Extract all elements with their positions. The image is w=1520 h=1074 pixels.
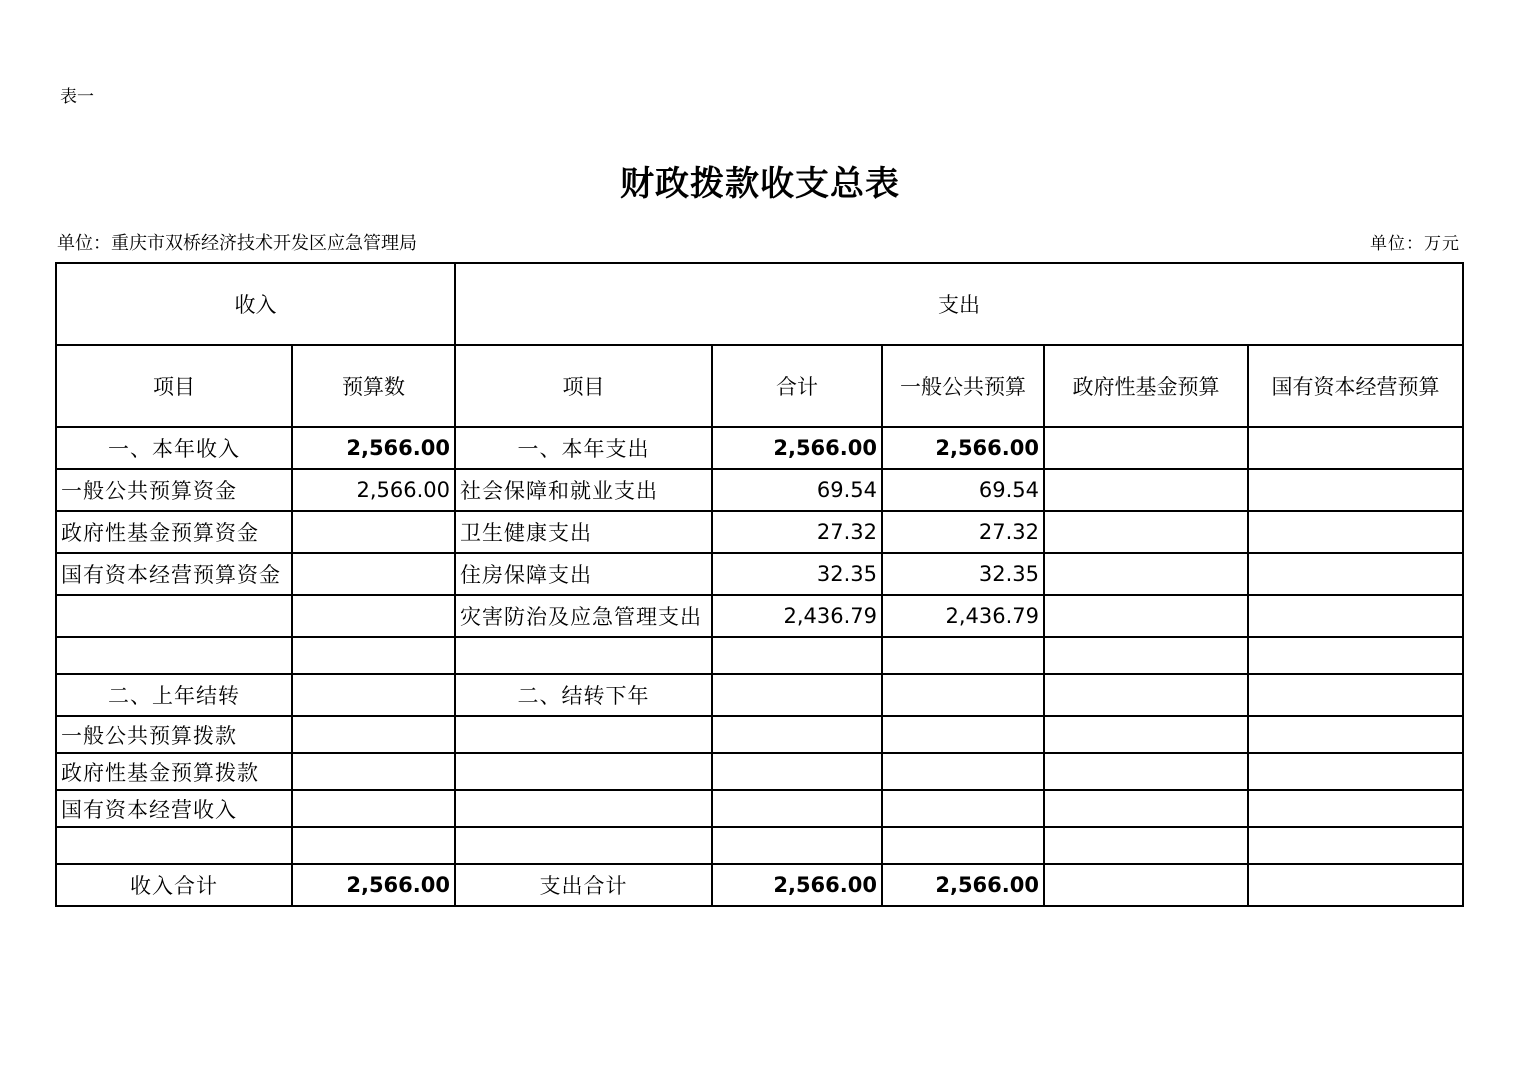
total-cell: 32.35: [712, 553, 882, 595]
header-state-capital-budget: 国有资本经营预算: [1248, 345, 1463, 427]
header-gov-fund-budget: 政府性基金预算: [1044, 345, 1248, 427]
header-row-2: [56, 345, 1463, 427]
general-budget-cell: 69.54: [882, 469, 1044, 511]
table-row: [56, 753, 1463, 790]
table-row: [56, 790, 1463, 827]
gov-fund-cell: [1044, 427, 1248, 469]
income-item-cell: 一、本年收入: [56, 427, 292, 469]
state-capital-cell: [1248, 674, 1463, 716]
page-title: 财政拨款收支总表: [620, 164, 900, 204]
general-budget-cell: [882, 790, 1044, 827]
expense-item-cell: [455, 716, 712, 753]
document-label: 表一: [60, 87, 94, 107]
total-cell: 2,566.00: [712, 427, 882, 469]
state-capital-cell: [1248, 553, 1463, 595]
general-budget-cell: 27.32: [882, 511, 1044, 553]
gov-fund-cell: [1044, 753, 1248, 790]
budget-table: [55, 262, 1464, 907]
total-cell: 69.54: [712, 469, 882, 511]
expense-item-cell: 二、结转下年: [455, 674, 712, 716]
header-row-1: [56, 263, 1463, 345]
total-cell: [712, 753, 882, 790]
income-value-cell: 2,566.00: [292, 469, 455, 511]
state-capital-cell: [1248, 427, 1463, 469]
income-total-label: 收入合计: [56, 864, 292, 906]
income-value-cell: [292, 790, 455, 827]
state-capital-cell: [1248, 595, 1463, 637]
general-budget-cell: 2,566.00: [882, 427, 1044, 469]
table-row: [56, 637, 1463, 674]
income-value-cell: [292, 827, 455, 864]
income-total-value: 2,566.00: [292, 864, 455, 906]
total-cell: 27.32: [712, 511, 882, 553]
header-income-budget: 预算数: [292, 345, 455, 427]
unit-organization: 单位：重庆市双桥经济技术开发区应急管理局: [57, 233, 417, 254]
income-value-cell: [292, 716, 455, 753]
header-expense-item: 项目: [455, 345, 712, 427]
unit-currency: 单位：万元: [1370, 234, 1460, 254]
expense-item-cell: 社会保障和就业支出: [455, 469, 712, 511]
expense-total-value: 2,566.00: [712, 864, 882, 906]
header-total: 合计: [712, 345, 882, 427]
income-value-cell: [292, 637, 455, 674]
general-budget-cell: [882, 674, 1044, 716]
income-value-cell: [292, 553, 455, 595]
expense-item-cell: [455, 753, 712, 790]
state-capital-cell: [1248, 511, 1463, 553]
expense-item-cell: 住房保障支出: [455, 553, 712, 595]
general-budget-total: 2,566.00: [882, 864, 1044, 906]
general-budget-cell: [882, 827, 1044, 864]
gov-fund-cell: [1044, 469, 1248, 511]
state-capital-cell: [1248, 790, 1463, 827]
general-budget-cell: 2,436.79: [882, 595, 1044, 637]
state-capital-cell: [1248, 753, 1463, 790]
table-row: [56, 674, 1463, 716]
income-item-cell: 政府性基金预算拨款: [56, 753, 292, 790]
table-row: [56, 511, 1463, 553]
gov-fund-cell: [1044, 674, 1248, 716]
state-capital-total: [1248, 864, 1463, 906]
income-value-cell: [292, 595, 455, 637]
total-cell: [712, 716, 882, 753]
totals-row: [56, 864, 1463, 906]
total-cell: [712, 674, 882, 716]
table-row: [56, 469, 1463, 511]
table-row: [56, 553, 1463, 595]
general-budget-cell: 32.35: [882, 553, 1044, 595]
income-item-cell: 二、上年结转: [56, 674, 292, 716]
header-income-item: 项目: [56, 345, 292, 427]
state-capital-cell: [1248, 469, 1463, 511]
income-item-cell: [56, 827, 292, 864]
state-capital-cell: [1248, 716, 1463, 753]
income-value-cell: [292, 753, 455, 790]
income-value-cell: [292, 511, 455, 553]
header-income: 收入: [56, 263, 455, 345]
header-expense: 支出: [455, 263, 1463, 345]
expense-item-cell: [455, 827, 712, 864]
income-item-cell: 一般公共预算拨款: [56, 716, 292, 753]
expense-total-label: 支出合计: [455, 864, 712, 906]
gov-fund-cell: [1044, 790, 1248, 827]
income-item-cell: 一般公共预算资金: [56, 469, 292, 511]
general-budget-cell: [882, 716, 1044, 753]
income-item-cell: [56, 595, 292, 637]
total-cell: [712, 827, 882, 864]
gov-fund-cell: [1044, 553, 1248, 595]
income-item-cell: [56, 637, 292, 674]
gov-fund-cell: [1044, 827, 1248, 864]
total-cell: [712, 790, 882, 827]
gov-fund-cell: [1044, 595, 1248, 637]
income-item-cell: 国有资本经营预算资金: [56, 553, 292, 595]
total-cell: 2,436.79: [712, 595, 882, 637]
expense-item-cell: 卫生健康支出: [455, 511, 712, 553]
gov-fund-cell: [1044, 511, 1248, 553]
table-row: [56, 427, 1463, 469]
state-capital-cell: [1248, 637, 1463, 674]
income-value-cell: 2,566.00: [292, 427, 455, 469]
income-value-cell: [292, 674, 455, 716]
header-general-budget: 一般公共预算: [882, 345, 1044, 427]
expense-item-cell: [455, 790, 712, 827]
table-row: [56, 827, 1463, 864]
table-row: [56, 716, 1463, 753]
general-budget-cell: [882, 637, 1044, 674]
expense-item-cell: 一、本年支出: [455, 427, 712, 469]
table-row: [56, 595, 1463, 637]
total-cell: [712, 637, 882, 674]
general-budget-cell: [882, 753, 1044, 790]
gov-fund-cell: [1044, 637, 1248, 674]
gov-fund-cell: [1044, 716, 1248, 753]
expense-item-cell: 灾害防治及应急管理支出: [455, 595, 712, 637]
income-item-cell: 政府性基金预算资金: [56, 511, 292, 553]
income-item-cell: 国有资本经营收入: [56, 790, 292, 827]
gov-fund-total: [1044, 864, 1248, 906]
expense-item-cell: [455, 637, 712, 674]
state-capital-cell: [1248, 827, 1463, 864]
